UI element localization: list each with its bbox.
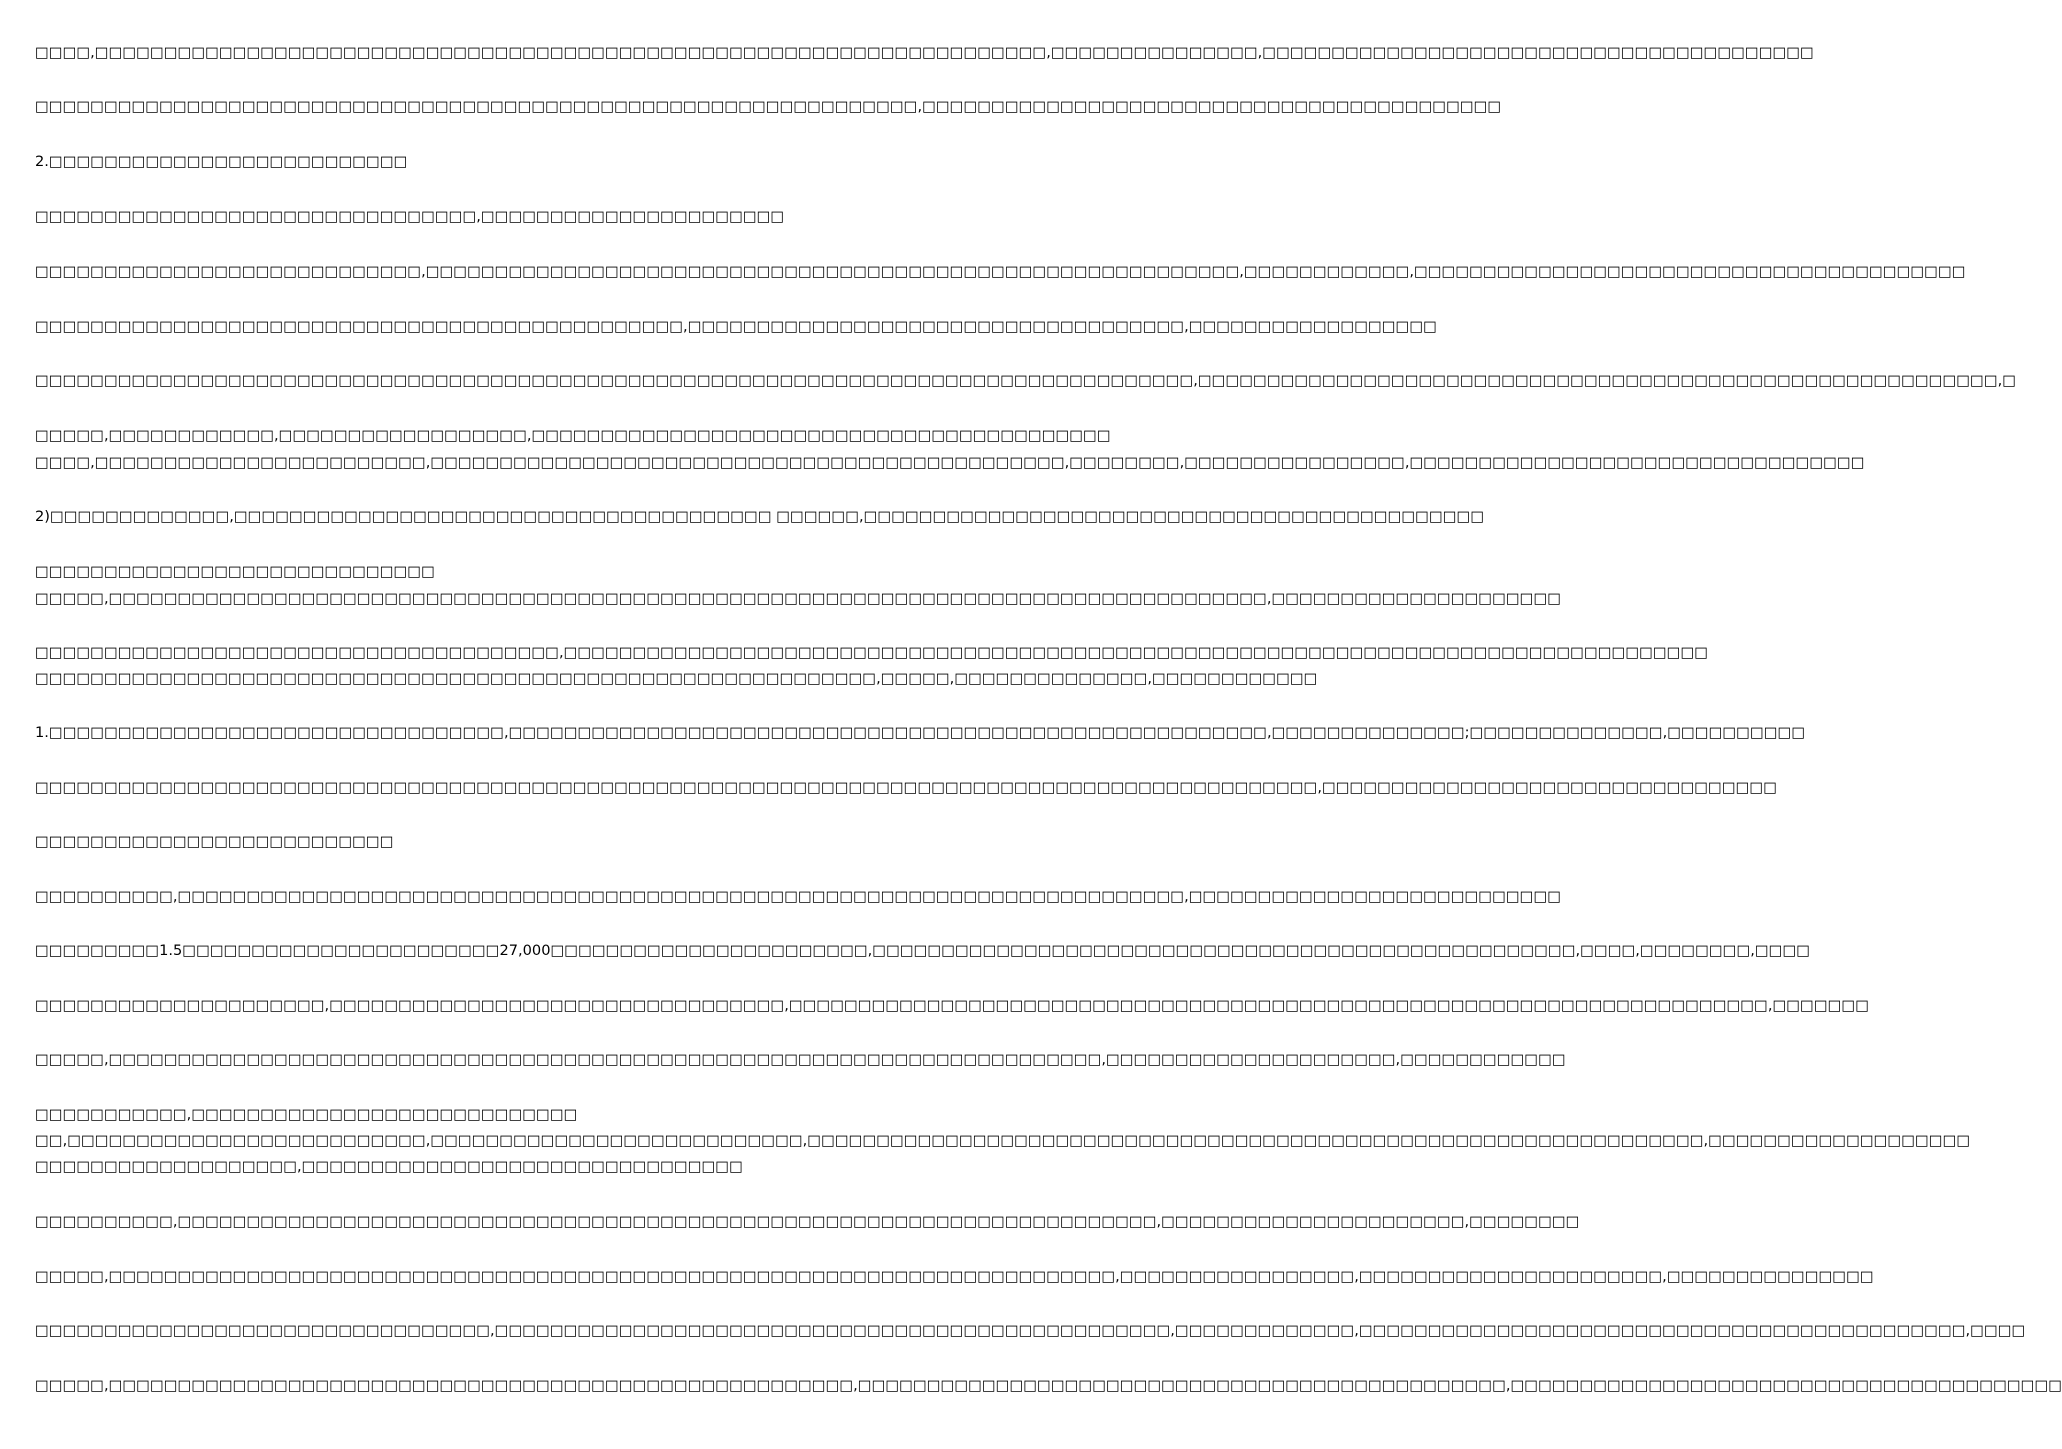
text-line: □□□□□,□□□□□□□□□□□□□□□□□□□□□□□□□□□□□□□□□□□□□□□□□□□□□□□□□□□□□□,□□□□□□□□□□□□□□□□□□□□□□□□□□□□□□□□□□□□□□□□□□□□□□□,□□□□□□□□□□□□□□□□□□□□□□□□□□□□□□□□□□□□□□□□ xyxy=(35,1377,2062,1394)
text-line: □□□□,□□□□□□□□□□□□□□□□□□□□□□□□,□□□□□□□□□□□□□□□□□□□□□□□□□□□□□□□□□□□□□□□□□□□□□□,□□□□□□□□,□□□□□□□□□□□□□□□□,□□□□□□□□□□□□□□□□□□□□□□□□□□□□□□□□□ xyxy=(35,454,1865,471)
text-line: □□□□□,□□□□□□□□□□□□□□□□□□□□□□□□□□□□□□□□□□□□□□□□□□□□□□□□□□□□□□□□□□□□□□□□□□□□□□□□□□□□□□□□□□□□,□□□□□□□□□□□□□□□□□□□□□ xyxy=(35,590,1562,607)
text-line: □□□□□,□□□□□□□□□□□□,□□□□□□□□□□□□□□□□□□,□□□□□□□□□□□□□□□□□□□□□□□□□□□□□□□□□□□□□□□□□□ xyxy=(35,427,1111,444)
text-line: □□,□□□□□□□□□□□□□□□□□□□□□□□□□□,□□□□□□□□□□□□□□□□□□□□□□□□□□□,□□□□□□□□□□□□□□□□□□□□□□□□□□□□□□□□□□□□□□□□□□□□□□□□□□□□□□□□□□□□□□□□□,□□□□□□□□□□□□□□□□□□□ xyxy=(35,1132,1971,1149)
text-line: □□□□,□□□□□□□□□□□□□□□□□□□□□□□□□□□□□□□□□□□□□□□□□□□□□□□□□□□□□□□□□□□□□□□□□□□□□,□□□□□□□□□□□□□□□,□□□□□□□□□□□□□□□□□□□□□□□□□□□□□□□□□□□□□□□□ xyxy=(35,44,1814,61)
text-line: □□□□□□□□□□□□□□□□□□□□□□□□□□□□□□□□,□□□□□□□□□□□□□□□□□□□□□□ xyxy=(35,208,785,225)
text-line: □□□□□□□□□□,□□□□□□□□□□□□□□□□□□□□□□□□□□□□□□□□□□□□□□□□□□□□□□□□□□□□□□□□□□□□□□□□□□□□□□□,□□□□□□□□□□□□□□□□□□□□□□,□□□□□□□□ xyxy=(35,1213,1580,1230)
text-line: □□□□□□□□□1.5□□□□□□□□□□□□□□□□□□□□□□□27,000□□□□□□□□□□□□□□□□□□□□□□□,□□□□□□□□□□□□□□□□□□□□□□□□□□□□□□□□□□□□□□□□□□□□□□□□□□□,□□□□,□□□□□□□□,□□□□ xyxy=(35,942,1811,959)
list-item: 2)□□□□□□□□□□□□□,□□□□□□□□□□□□□□□□□□□□□□□□□□□□□□□□□□□□□□□ □□□□□□,□□□□□□□□□□□□□□□□□□□□□□□□□□□□□□□□□□□□□□□□□□□□□ xyxy=(35,508,1485,525)
text-line: □□□□□□□□□□□□□□□□□□□,□□□□□□□□□□□□□□□□□□□□□□□□□□□□□□□□ xyxy=(35,1158,743,1175)
text-line: □□□□□□□□□□□□□□□□□□□□□□□□□□□□□□□□□,□□□□□□□□□□□□□□□□□□□□□□□□□□□□□□□□□□□□□□□□□□□□□□□□□,□□□□□□□□□□□□□,□□□□□□□□□□□□□□□□□□□□□□□□□□□□□□□□□□□□□□□□□□□□,□□□□ xyxy=(35,1322,2026,1339)
text-line: □□□□□□□□□□□□□□□□□□□□□□□□□□□□,□□□□□□□□□□□□□□□□□□□□□□□□□□□□□□□□□□□□□□□□□□□□□□□□□□□□□□□□□□□,□□□□□□□□□□□□,□□□□□□□□□□□□□□□□□□□□□□□□□□□□□□□□□□□□□□□□ xyxy=(35,263,1966,280)
text-line: □□□□□□□□□□□□□□□□□□□□□□□□□□□□□□□□□□□□□□□□□□□□□□□□□□□□□□□□□□□□□,□□□□□,□□□□□□□□□□□□□□,□□□□□□□□□□□□ xyxy=(35,670,1318,687)
list-item: 1.□□□□□□□□□□□□□□□□□□□□□□□□□□□□□□□□□,□□□□□□□□□□□□□□□□□□□□□□□□□□□□□□□□□□□□□□□□□□□□□□□□□□□□□□□,□□□□□□□□□□□□□□;□□□□□□□□□□□□□□,□□□□□□□□□□ xyxy=(35,724,1806,741)
section-heading: 2.□□□□□□□□□□□□□□□□□□□□□□□□□□ xyxy=(35,153,408,170)
text-line: □□□□□□□□□□□□□□□□□□□□□□□□□□□□□□□□□□□□□□□□□□□□□□□□□□□□□□□□□□□□□□□□,□□□□□□□□□□□□□□□□□□□□□□□□□□□□□□□□□□□□□□□□□□ xyxy=(35,98,1502,115)
text-line: □□□□□,□□□□□□□□□□□□□□□□□□□□□□□□□□□□□□□□□□□□□□□□□□□□□□□□□□□□□□□□□□□□□□□□□□□□□□□□□,□□□□□□□□□□□□□□□□□,□□□□□□□□□□□□□□□□□□□□□□,□□□□□□□□□□□□□□□ xyxy=(35,1268,1874,1285)
document-body xyxy=(35,0,2062,1449)
text-line: □□□□□□□□□□□□□□□□□□□□□,□□□□□□□□□□□□□□□□□□□□□□□□□□□□□□□□□,□□□□□□□□□□□□□□□□□□□□□□□□□□□□□□□□□□□□□□□□□□□□□□□□□□□□□□□□□□□□□□□□□□□□□□□,□□□□□□□ xyxy=(35,997,1870,1014)
text-line: □□□□□□□□□□□□□□□□□□□□□□□□□□□□□□□□□□□□□□,□□□□□□□□□□□□□□□□□□□□□□□□□□□□□□□□□□□□□□□□□□□□□□□□□□□□□□□□□□□□□□□□□□□□□□□□□□□□□□□□□□□ xyxy=(35,644,1709,661)
text-line: □□□□□□□□□□□□□□□□□□□□□□□□□□□□□□□□□□□□□□□□□□□□□□□□□□□□□□□□□□□□□□□□□□□□□□□□□□□□□□□□□□□□□□□□□□□□□,□□□□□□□□□□□□□□□□□□□□□□□□□□□□□□□□□ xyxy=(35,779,1777,796)
section-heading: □□□□□□□□□□□□□□□□□□□□□□□□□□ xyxy=(35,833,394,850)
section-heading: □□□□□□□□□□□,□□□□□□□□□□□□□□□□□□□□□□□□□□□□ xyxy=(35,1106,578,1123)
section-heading: □□□□□□□□□□□□□□□□□□□□□□□□□□□□□ xyxy=(35,563,435,580)
text-line: □□□□□□□□□□,□□□□□□□□□□□□□□□□□□□□□□□□□□□□□□□□□□□□□□□□□□□□□□□□□□□□□□□□□□□□□□□□□□□□□□□□□,□□□□□□□□□□□□□□□□□□□□□□□□□□□ xyxy=(35,888,1562,905)
text-line: □□□□□,□□□□□□□□□□□□□□□□□□□□□□□□□□□□□□□□□□□□□□□□□□□□□□□□□□□□□□□□□□□□□□□□□□□□□□□□,□□□□□□□□□□□□□□□□□□□□□,□□□□□□□□□□□□ xyxy=(35,1051,1566,1068)
text-line: □□□□□□□□□□□□□□□□□□□□□□□□□□□□□□□□□□□□□□□□□□□□□□□,□□□□□□□□□□□□□□□□□□□□□□□□□□□□□□□□□□□□,□□□□□□□□□□□□□□□□□□ xyxy=(35,318,1437,335)
text-line: □□□□□□□□□□□□□□□□□□□□□□□□□□□□□□□□□□□□□□□□□□□□□□□□□□□□□□□□□□□□□□□□□□□□□□□□□□□□□□□□□□□□,□□□□□□□□□□□□□□□□□□□□□□□□□□□□□□□□□□□□□□□□□□□□□□□□□□□□□□□□□□,□ xyxy=(35,372,2017,389)
